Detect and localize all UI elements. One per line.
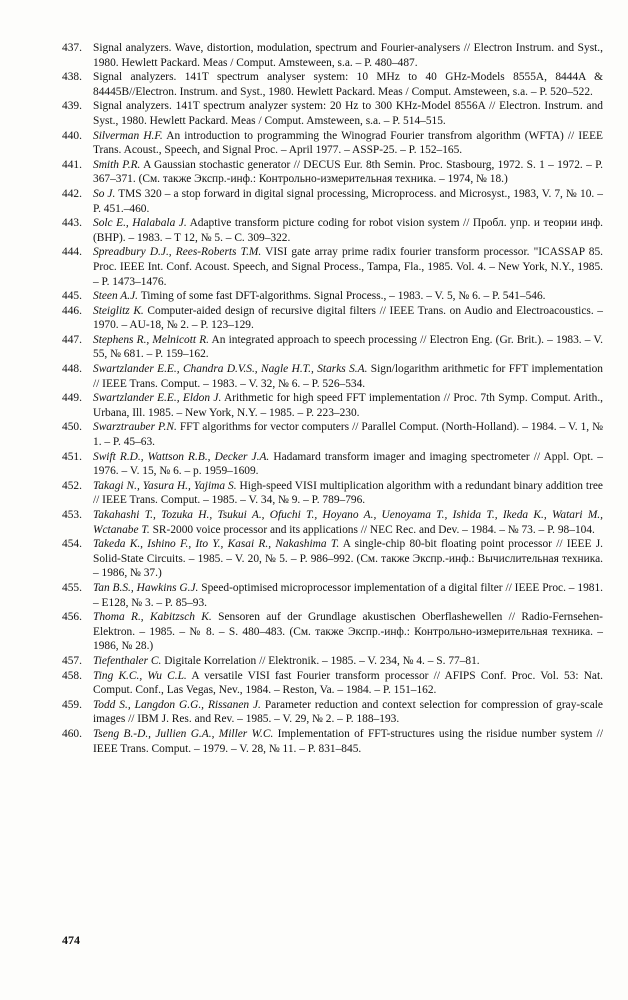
- reference-authors: Smith P.R.: [93, 158, 141, 171]
- reference-text: TMS 320 – a stop forward in digital signal processing, Microprocess. and Microsyst., 1983, V. 7, № 10. – P. 451.–460.: [93, 187, 603, 215]
- reference-text: A Gaussian stochastic generator // DECUS Eur. 8th Semin. Proc. Stasbourg, 1972. S. 1 – 1972. – P. 367–371. (См. также Экспр.-инф.: Контрольно-измерительная техника. – 1974, № 18.): [93, 158, 604, 186]
- reference-entry: [0, 41, 628, 70]
- reference-authors: Solc E., Halabala J.: [93, 217, 187, 230]
- reference-number: 441.: [62, 158, 82, 171]
- reference-entry: [0, 304, 628, 333]
- reference-entry: [0, 610, 628, 654]
- reference-authors: Spreadbury D.J., Rees-Roberts T.M.: [93, 246, 262, 259]
- reference-text: Arithmetic for high speed FFT implementation // Proc. 7th Symp. Comput. Arith., Urbana, Ill. 1985. – New York, N.Y. – 1985. – P. 223–230.: [93, 392, 604, 419]
- reference-text: High-speed VISI multiplication algorithm with a redundant binary addition tree // IEEE Trans. Comput. – 1985. – V. 34, № 9. – P. 789–796.: [93, 479, 603, 507]
- reference-number: 451.: [62, 450, 82, 463]
- reference-number: 447.: [62, 333, 82, 346]
- reference-text: Sensoren auf der Grundlage akustischen Oberflashewellen // Radio-Fernsehen-Elektron. – 1985. – № 8. – S. 480–483. (См. также Экспр.-инф.: Контрольно-измерительная техника. – 1986, № 28.): [93, 611, 603, 653]
- reference-authors: Thoma R., Kabitzsch K.: [93, 611, 212, 624]
- reference-authors: Steiglitz K.: [93, 304, 144, 317]
- reference-authors: Swartzlander E.E., Eldon J.: [93, 392, 222, 405]
- reference-entry: [0, 508, 628, 537]
- reference-number: 452.: [62, 479, 82, 492]
- reference-text: Digitale Korrelation // Elektronik. – 1985. – V. 234, № 4. – S. 77–81.: [164, 654, 480, 667]
- reference-authors: Stephens R., Melnicott R.: [93, 333, 210, 346]
- reference-number: 442.: [62, 187, 82, 200]
- reference-number: 446.: [62, 304, 82, 317]
- reference-entry: [0, 216, 628, 245]
- reference-number: 458.: [62, 669, 82, 682]
- reference-entry: [0, 420, 628, 449]
- reference-entry: [0, 362, 628, 391]
- reference-text: Computer-aided design of recursive digital filters // IEEE Trans. on Audio and Electroacoustics. – 1970. – AU-18, № 2. – P. 123–129.: [93, 304, 603, 332]
- reference-number: 450.: [62, 421, 82, 434]
- reference-authors: Takahashi T., Tozuka H., Tsukui A., Ofuchi T., Hoyano A., Uenoyama T., Ishida T., Ikeda K., Watari M., Wctanabe T.: [93, 509, 603, 536]
- reference-entry: [0, 289, 628, 304]
- reference-text: SR-2000 voice processor and its applications // NEC Rec. and Dev. – 1984. – № 73. – P. 98–104.: [152, 523, 595, 536]
- reference-entry: [0, 245, 628, 289]
- reference-number: 443.: [62, 217, 82, 230]
- reference-authors: Swift R.D., Wattson R.B., Decker J.A.: [93, 450, 270, 463]
- reference-entry: [0, 391, 628, 420]
- reference-number: 437.: [62, 42, 82, 54]
- reference-number: 440.: [62, 129, 82, 142]
- reference-authors: Silverman H.F.: [93, 129, 163, 142]
- reference-text: Implementation of FFT-structures using the risidue number system // IEEE Trans. Comput. – 1979. – V. 28, № 11. – P. 831–845.: [93, 727, 603, 755]
- reference-entry: [0, 187, 628, 216]
- reference-entry: [0, 99, 628, 128]
- reference-text: Signal analyzers. 141T spectrum analyzer system: 20 Hz to 300 KHz-Model 8556A // Electron. Instrum. and Syst., 1980. Hewlett Packard. Meas / Comput. Amsteween, s.a. – P. 514–515.: [93, 100, 603, 127]
- reference-text: Sign/logarithm arithmetic for FFT implementation // IEEE Trans. Comput. – 1983. – V. 32, № 6. – P. 526–534.: [93, 363, 603, 390]
- reference-authors: Todd S., Langdon G.G., Rissanen J.: [93, 698, 261, 711]
- reference-text: Hadamard transform imager and imaging spectrometer // Appl. Opt. – 1976. – V. 15, № 6. – p. 1959–1609.: [93, 450, 603, 478]
- reference-authors: Tan B.S., Hawkins G.J.: [93, 581, 199, 594]
- reference-text: An integrated approach to speech processing // Electron Eng. (Gr. Brit.). – 1983. – V. 55, № 681. – P. 159–162.: [93, 333, 603, 361]
- reference-authors: So J.: [93, 187, 116, 200]
- reference-authors: Tseng B.-D., Jullien G.A., Miller W.C.: [93, 727, 274, 740]
- reference-text: A single-chip 80-bit floating point processor // IEEE J. Solid-State Circuits. – 1985. – V. 20, № 5. – P. 986–992. (См. также Экспр.-инф.: Вычислительная техника. – 1986, № 37.): [93, 538, 603, 580]
- reference-authors: Steen A.J.: [93, 290, 139, 303]
- page-number: 474: [62, 933, 80, 947]
- reference-entry: [0, 158, 628, 187]
- reference-number: 439.: [62, 100, 82, 113]
- reference-number: 456.: [62, 611, 82, 624]
- reference-entry: [0, 450, 628, 479]
- reference-text: Adaptive transform picture coding for robot vision system // Пробл. упр. и теории инф. (BHP). – 1983. – T 12, № 5. – C. 309–322.: [93, 217, 604, 244]
- reference-entry: [0, 654, 628, 669]
- reference-text: An introduction to programming the Winograd Fourier transfrom algorithm (WFTA) // IEEE Trans. Acoust., Speech, and Signal Proc. – April 1977. – ASSP-25. – P. 152–165.: [93, 129, 604, 157]
- reference-text: Parameter reduction and context selection for compression of gray-scale images // IBM J. Res. and Rev. – 1985. – V. 29, № 2. – P. 188–193.: [93, 698, 603, 726]
- reference-entry: [0, 479, 628, 508]
- reference-authors: Swarztrauber P.N.: [93, 421, 177, 434]
- reference-entry: [0, 70, 628, 99]
- reference-text: Speed-optimised microprocessor implementation of a digital filter // IEEE Proc. – 1981. – E128, № 3. – P. 85–93.: [93, 581, 603, 609]
- reference-authors: Swartzlander E.E., Chandra D.V.S., Nagle H.T., Starks S.A.: [93, 363, 368, 376]
- reference-text: VISI gate array prime radix fourier transform processor. "ICASSAP 85. Proc. IEEE Int. Conf. Acoust. Speech, and Signal Process., Tampa, Fla., 1985. Vol. 4. – New York, N.Y., 1985. – P. 1473–1476.: [93, 246, 603, 288]
- reference-number: 457.: [62, 654, 82, 667]
- reference-entry: [0, 333, 628, 362]
- reference-number: 445.: [62, 290, 82, 303]
- reference-authors: Takeda K., Ishino F., Ito Y., Kasai R., Nakashima T.: [93, 538, 340, 551]
- reference-text: A versatile VISI fast Fourier transform processor // AFIPS Conf. Proc. Vol. 53: Nat. Comput. Conf., Las Vegas, Nev., 1984. – Reston, Va. – 1984. – P. 151–162.: [93, 669, 603, 697]
- reference-list: [0, 41, 628, 756]
- reference-entry: [0, 698, 628, 727]
- reference-entry: [0, 581, 628, 610]
- reference-number: 449.: [62, 392, 82, 405]
- reference-text: FFT algorithms for vector computers // Parallel Comput. (North-Holland). – 1984. – V. 1, № 1. – P. 45–63.: [93, 421, 604, 449]
- reference-entry: [0, 727, 628, 756]
- reference-number: 438.: [62, 71, 82, 84]
- reference-text: Signal analyzers. Wave, distortion, modulation, spectrum and Fourier-analysers // Electron Instrum. and Syst., 1980. Hewlett Packard. Meas / Comput. Amsteween, s.a. – P. 480–487.: [93, 42, 603, 69]
- reference-number: 444.: [62, 246, 82, 259]
- reference-number: 459.: [62, 698, 82, 711]
- reference-text: Signal analyzers. 141T spectrum analyser system: 10 MHz to 40 GHz-Models 8555A, 8444A & 84445B//Electron. Instrum. and Syst., 1980. Hewlett Packard. Meas / Comput. Amsteween, s.a. – P. 520–522.: [93, 71, 603, 98]
- reference-entry: [0, 537, 628, 581]
- reference-number: 448.: [62, 363, 82, 376]
- reference-authors: Tiefenthaler C.: [93, 654, 162, 667]
- reference-number: 454.: [62, 538, 82, 551]
- reference-authors: Ting K.C., Wu C.L.: [93, 669, 187, 682]
- reference-number: 455.: [62, 581, 82, 594]
- reference-text: Timing of some fast DFT-algorithms. Signal Process., – 1983. – V. 5, № 6. – P. 541–546.: [140, 290, 546, 303]
- reference-authors: Takagi N., Yasura H., Yajima S.: [93, 479, 237, 492]
- reference-entry: [0, 669, 628, 698]
- reference-number: 453.: [62, 509, 82, 521]
- reference-number: 460.: [62, 727, 82, 740]
- reference-entry: [0, 129, 628, 158]
